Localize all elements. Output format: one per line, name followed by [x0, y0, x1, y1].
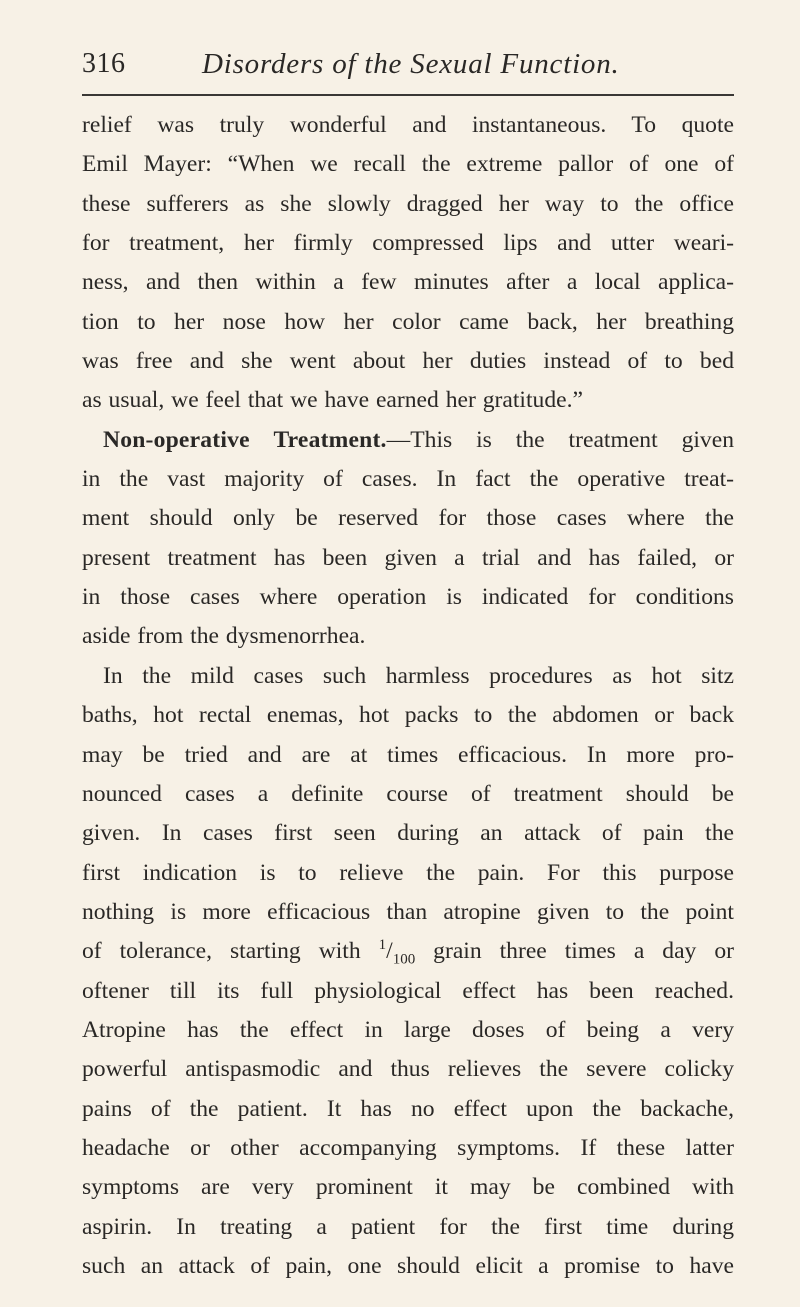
text-line: in the vast majority of cases. In fact the operative treat-	[82, 466, 734, 493]
text-line: such an attack of pain, one should elicit a promise to have	[82, 1252, 734, 1279]
text-line: given. In cases first seen during an attack of pain the	[82, 820, 734, 847]
text-line: for treatment, her firmly compressed lips and utter weari-	[82, 230, 734, 257]
text-span: grain three times a day or	[415, 938, 734, 965]
page-number: 316	[82, 48, 126, 79]
text-line: baths, hot rectal enemas, hot packs to the abdomen or back	[82, 702, 734, 729]
text-line: In the mild cases such harmless procedures as hot sitz	[103, 662, 734, 689]
text-line: as usual, we feel that we have earned her gratitude.”	[82, 387, 583, 414]
text-line: aspirin. In treating a patient for the first time during	[82, 1213, 734, 1240]
text-line: relief was truly wonderful and instantaneous. To quote	[82, 112, 734, 138]
text-line: symptoms are very prominent it may be combined with	[82, 1174, 734, 1201]
text-line: ment should only be reserved for those cases where the	[82, 505, 734, 532]
text-line: ness, and then within a few minutes after a local applica-	[82, 269, 734, 296]
section-line	[82, 421, 734, 460]
text-line: Emil Mayer: “When we recall the extreme pallor of one of	[82, 151, 734, 178]
text-line: oftener till its full physiological effect has been reached.	[82, 977, 734, 1004]
fraction-numerator: 1	[378, 937, 387, 954]
text-line: tion to her nose how her color came back, her breathing	[82, 308, 734, 335]
section-heading: Non-operative Treatment.	[103, 426, 387, 453]
running-title: Disorders of the Sexual Function.	[202, 48, 620, 80]
text-span: —This is the treatment given	[386, 426, 735, 453]
body-text	[82, 106, 734, 1286]
fraction-slash: /	[386, 938, 393, 965]
text-line: Atropine has the effect in large doses of being a very	[82, 1016, 734, 1043]
text-span: of tolerance, starting with	[82, 938, 379, 965]
text-line: pains of the patient. It has no effect upon the backache,	[82, 1095, 734, 1122]
text-line: may be tried and are at times efficacious. In more pro-	[82, 741, 734, 768]
text-line: powerful antispasmodic and thus relieves the severe colicky	[82, 1056, 734, 1083]
text-line: nounced cases a definite course of treatment should be	[82, 780, 734, 807]
fraction-line	[82, 932, 734, 971]
fraction-denominator: 100	[392, 951, 416, 968]
text-line: these sufferers as she slowly dragged her way to the office	[82, 190, 734, 217]
text-line: headache or other accompanying symptoms. If these latter	[82, 1134, 734, 1161]
running-head	[82, 44, 736, 92]
text-line: in those cases where operation is indicated for conditions	[82, 584, 734, 611]
text-line: first indication is to relieve the pain. For this purpose	[82, 859, 734, 886]
text-line: present treatment has been given a trial and has failed, or	[82, 544, 734, 571]
header-rule	[82, 94, 734, 96]
text-line: aside from the dysmenorrhea.	[82, 623, 366, 650]
text-line: was free and she went about her duties instead of to bed	[82, 348, 734, 375]
text-line: nothing is more efficacious than atropine given to the point	[82, 898, 734, 925]
